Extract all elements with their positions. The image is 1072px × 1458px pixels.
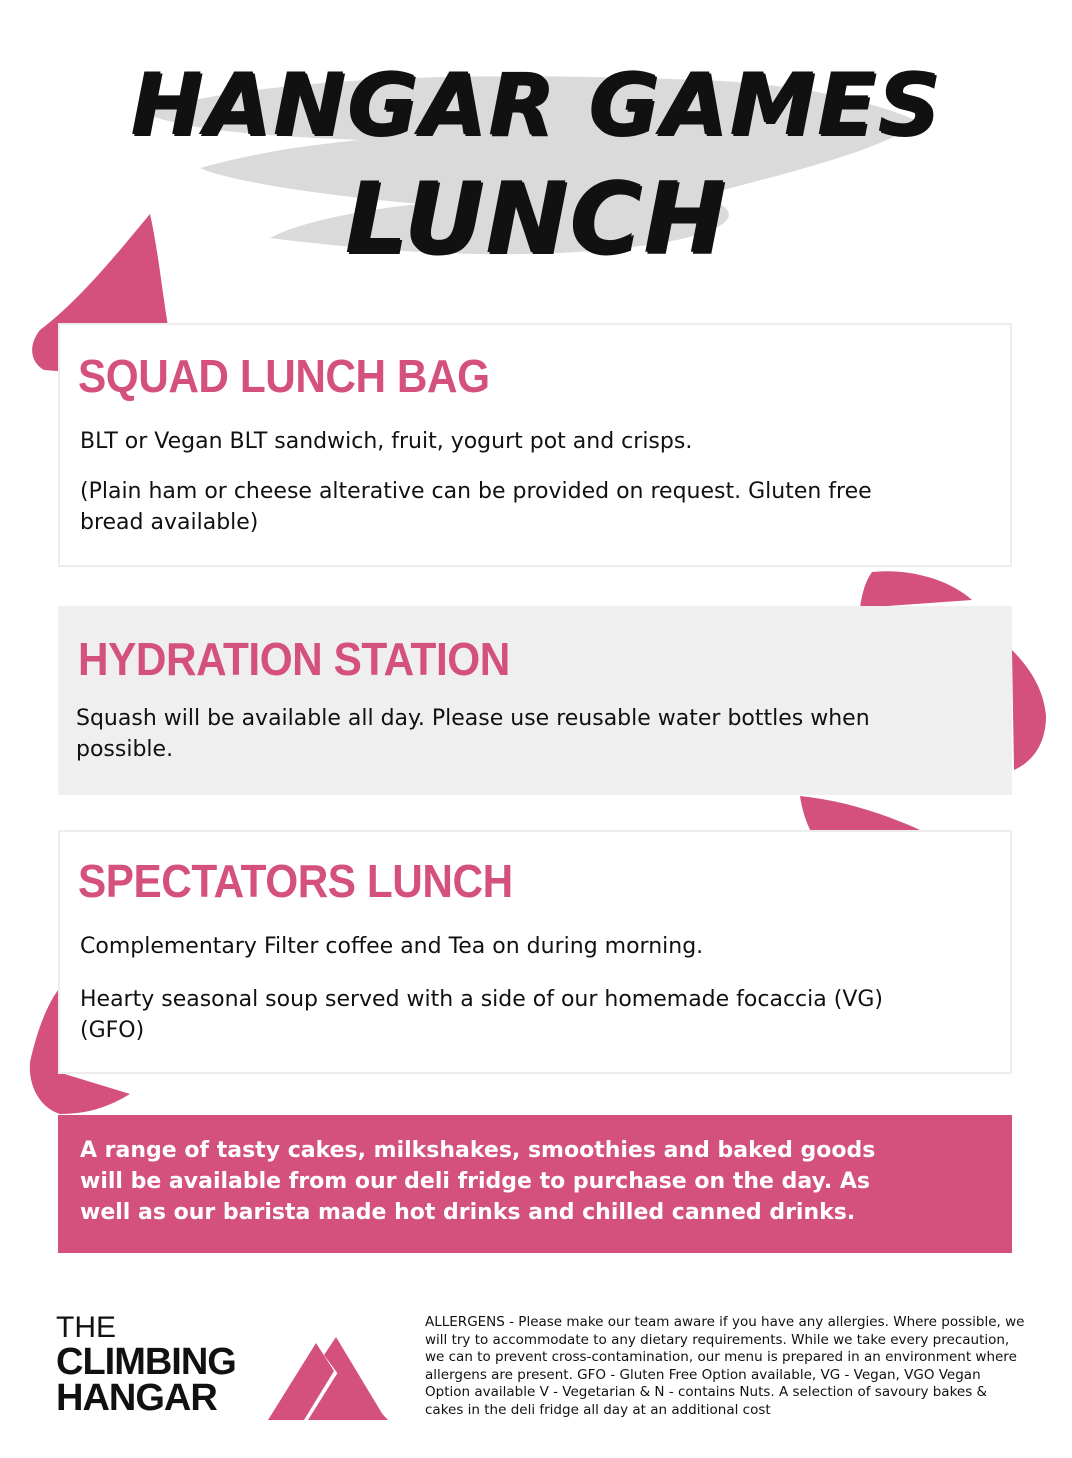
logo-the: THE — [56, 1311, 116, 1344]
hydration-station-heading: HYDRATION STATION — [78, 633, 510, 685]
logo-hangar: HANGAR — [56, 1377, 217, 1419]
allergens-notice: ALLERGENS - Please make our team aware if you have any allergies. Where possible, we will try to accommodate to any dietary requirements. While we take every precaution, we can to prevent cross-contamination, our menu is prepared in an environment where allergens are present. GFO - Gluten Free Option available, VG - Vegan, VGO Vegan Option available V - Vegetarian & N - contains Nuts. A selection of savoury bakes & cakes in the deli fridge all day at an additional cost — [425, 1314, 1025, 1418]
squad-lunch-bag-note: (Plain ham or cheese alterative can be provided on request. Gluten free bread available) — [80, 479, 872, 535]
squad-lunch-bag-description: BLT or Vegan BLT sandwich, fruit, yogurt pot and crisps. — [80, 429, 693, 454]
climbing-hangar-logo — [56, 1313, 396, 1423]
page-title-line-2: LUNCH — [344, 162, 728, 276]
squad-lunch-bag-heading: SQUAD LUNCH BAG — [78, 350, 490, 402]
hydration-station-description: Squash will be available all day. Please use reusable water bottles when possible. — [76, 706, 870, 762]
spectators-lunch-heading: SPECTATORS LUNCH — [78, 855, 513, 907]
mountain-peaks-icon — [56, 1313, 396, 1423]
page-title-line-1: HANGAR GAMES — [130, 55, 942, 155]
deli-promo-text: A range of tasty cakes, milkshakes, smoothies and baked goods will be available from our deli fridge to purchase on the day. As well as our barista made hot drinks and chilled canned drinks. — [80, 1138, 876, 1225]
spectators-lunch-card — [58, 830, 1012, 1074]
hydration-station-card — [58, 606, 1012, 795]
spectators-lunch-soup: Hearty seasonal soup served with a side of our homemade focaccia (VG)(GFO) — [80, 987, 883, 1043]
deli-promo-banner — [58, 1115, 1012, 1253]
squad-lunch-bag-card — [58, 323, 1012, 567]
logo-climbing: CLIMBING — [56, 1341, 236, 1383]
spectators-lunch-drinks: Complementary Filter coffee and Tea on during morning. — [80, 934, 704, 959]
